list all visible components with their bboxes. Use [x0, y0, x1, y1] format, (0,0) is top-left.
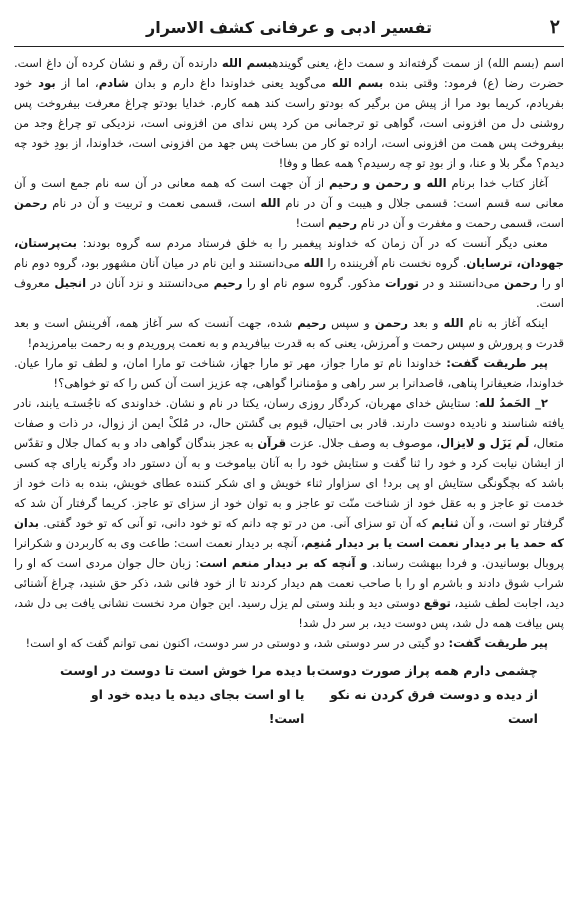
text-run: . گروه نخست نام آفریننده را [323, 256, 467, 270]
hemistich-right: چشمی دارم همه پراز صورت دوست [316, 663, 538, 678]
emphasized-text: بود [38, 76, 56, 90]
emphasized-text: الله [303, 256, 324, 270]
emphasized-text: بسم الله [221, 56, 273, 70]
paragraph [14, 353, 564, 393]
emphasized-text: بدان که حمد یا بر دیدار نعمت است یا بر دیدار مُنعِم [14, 516, 564, 550]
couplet [14, 659, 564, 683]
paragraph [14, 53, 564, 173]
emphasized-text: بسم الله [331, 76, 384, 90]
verse-couplets [14, 659, 564, 731]
text-run: به عجز بندگان گواهی داد و به کمال جلال و تقدّس از ایشان نیابت کرد و خود را ثنا گفت و ستایش خود را به آنان بیاموخت و به آن دستور داد وگرنه یارای چه کسی باشد که بچگونگی ستایش او پی برد! ای سزاوار ثناء خویش و ای شکر کننده عطای خویش، بنده به ذات خود از خدمت تو عاجز و به عقل خود از شناخت منّت تو عاجز و به توان خود از سزای تو عاجز. کریما گرفتار آن شد که گرفتار تو است، و آن [14, 436, 564, 530]
text-run: خود بفریادم، کریما بود مرا از پیش من برگیر که بودتو راست کند همه کارم. خدایا بودتو چراغ معرفت بیفروخت پس روشنی دل من افزونی است، گواهی تو ترجمانی من کرد پس ندای من افزونی است، نزدیکی تو چراغ وجد من بیفروخت پس همت من افزونی است، اراده تو کار من بساخت پس جهد من افزونی است، خداوندا، از بودِ خود چه دیدم؟ مگر بلا و عنا، و از بودِ تو چه رسیدم؟ همه عطا و وفا! [14, 76, 564, 170]
emphasized-text: و آنچه که بر دیدار منعم است [199, 556, 368, 570]
emphasized-text: الله [260, 196, 281, 210]
paragraph [14, 633, 564, 653]
emphasized-text: قرآن [257, 436, 287, 450]
emphasized-text: الله و رحمن و رحیم [329, 176, 447, 190]
emphasized-text: بت‌پرستان، جهودان، ترسایان [14, 236, 564, 270]
text-run: که آن تو سزای آنی. من در تو چه دانم که تو خود دانی، تو آنی که تو خود گفتی. [38, 516, 432, 530]
emphasized-text: ۲_ الحَمدُ لله [478, 396, 548, 410]
page-number: ۲ [549, 16, 560, 38]
text-run: مذکور. گروه سوم نام او را [242, 276, 385, 290]
text-run: اسم (بسم الله) از سمت گرفته‌اند و سمت داغ، یعنی گوینده [272, 56, 564, 70]
text-run: می‌دانستند و نزد آنان در [86, 276, 214, 290]
text-run: دارنده آن رقم و نشان کرده آن داغ است. حضرت رضا (ع) فرمود: وقتی بنده [14, 56, 564, 90]
emphasized-text: رحیم [213, 276, 243, 290]
text-run: دو گیتی در سر دوستی شد، و دوستی در سر دوست، اکنون نمی توانم گفت که او است! [25, 636, 449, 650]
emphasized-text: رحمن [374, 316, 408, 330]
hemistich-right: از دیده و دوست فرق کردن نه نکو است [329, 687, 538, 726]
text-run: و سپس [326, 316, 375, 330]
text-run: و بعد [407, 316, 444, 330]
emphasized-text: رحیم [297, 316, 327, 330]
running-title: تفسیر ادبی و عرفانی کشف الاسرار [146, 18, 432, 37]
text-run: : ستایش خدای مهربان، کردگار روزی رسان، یکتا در نام و نشان. خداوندی که ناجُستـه یابند، نادر یافته شناسند و نادیده دوست دارند. قادر بی احتیال، قیوم بی گشتن حال، در مُلکْ ایمن از زوال، در ذات و صفات متعال، [14, 396, 564, 450]
text-run: معنی دیگر آنست که در آن زمان که خداوند پیغمبر را به خلق فرستاد مردم سه گروه بودند: [76, 236, 548, 250]
text-run: است! [295, 216, 329, 230]
emphasized-text: رحمن [14, 196, 48, 210]
text-run: می‌دانستند و این نام در میان آنان مشهور بود، گروه دوم نام او را [14, 256, 565, 290]
text-run: : زبان حال جوان مردی است که او را شراب شوق دادند و باشرم او را با صاحب نعمت هم دیدار کردند تا از خود فانی شد، ذکر حق شنید، چراغ آشنائی دید، اجابت لطف شنید، [14, 556, 564, 610]
paragraph [14, 173, 564, 233]
emphasized-text: رحیم [328, 216, 358, 230]
emphasized-text: الله [443, 316, 464, 330]
paragraph [14, 313, 564, 353]
emphasized-text: پیر طریقت گفت: [446, 356, 548, 370]
text-run: می‌دانستند و در [418, 276, 505, 290]
hemistich-left: یا او است بجای دیده یا دیده خود او است! [90, 687, 305, 726]
text-run: می‌گوید یعنی خداوندا داغ دارم و بدان [128, 76, 332, 90]
paragraph [14, 233, 564, 313]
text-run: ، موصوف به وصف جلال. عزت [286, 436, 441, 450]
paragraph [14, 393, 564, 633]
text-run: ، اما از [55, 76, 99, 90]
emphasized-text: پیر طریقت گفت: [448, 636, 548, 650]
hemistich-left: با دیده مرا خوش است تا دوست در اوست [60, 663, 316, 678]
text-run: شده، جهت آنست که سر آغاز همه، آفرینش است و بعد قدرت و پرورش و سپس رحمت و آمرزش، یعنی که به قدرت بیافریدم و به نعمت پروریدم و به رحمت بیامرزیدم! [14, 316, 564, 350]
emphasized-text: تورات [384, 276, 419, 290]
emphasized-text: شادم [98, 76, 129, 90]
page-header [14, 10, 564, 47]
emphasized-text: توقع [423, 596, 451, 610]
emphasized-text: ثنایم [431, 516, 459, 530]
couplet [14, 683, 564, 731]
text-run: است، قسمی رحمت و مغفرت و آن در نام [357, 216, 564, 230]
text-run: دوستی دید و بلند وستی لم یزل رسید. این جوان مرد نخست نشانی یافت بی دل شد، پس بیافت همه دل شد، پس دوست دید، بر سر دل شد! [14, 596, 564, 630]
text-run: اینکه آغاز به نام [463, 316, 548, 330]
emphasized-text: رحمن [504, 276, 538, 290]
text-run: از آن جهت است که همه معانی در آن سه نام جمع است و آن معانی سه قسم است: قسمی جلال و هیبت و آن در نام [14, 176, 565, 210]
emphasized-text: لَم یَزَل و لایزال [440, 436, 530, 450]
text-run: است، قسمی نعمت و تربیت و آن در نام [47, 196, 261, 210]
text-run: معروف است. [14, 276, 564, 310]
text-run: ، آنچه بر دیدار نعمت است: طاعت وی به کاربردن و شکرانرا پروبال بوسانیدن. و فردا ببهشت رساند. [14, 536, 564, 570]
emphasized-text: انجیل [54, 276, 87, 290]
body-text [14, 53, 564, 653]
text-run: خداوندا نام تو مارا جواز، مهر تو مارا جهاز، شناخت تو مارا امان، و لطف تو مارا عیان. خداوندا، ضعیفانرا پناهی، قاصدانرا بر سر راهی و مؤمنانرا گواهی، چه عزیز است آن کس را که تو خواهی؟! [14, 356, 564, 390]
text-run: آغاز کتاب خدا برنام [446, 176, 548, 190]
